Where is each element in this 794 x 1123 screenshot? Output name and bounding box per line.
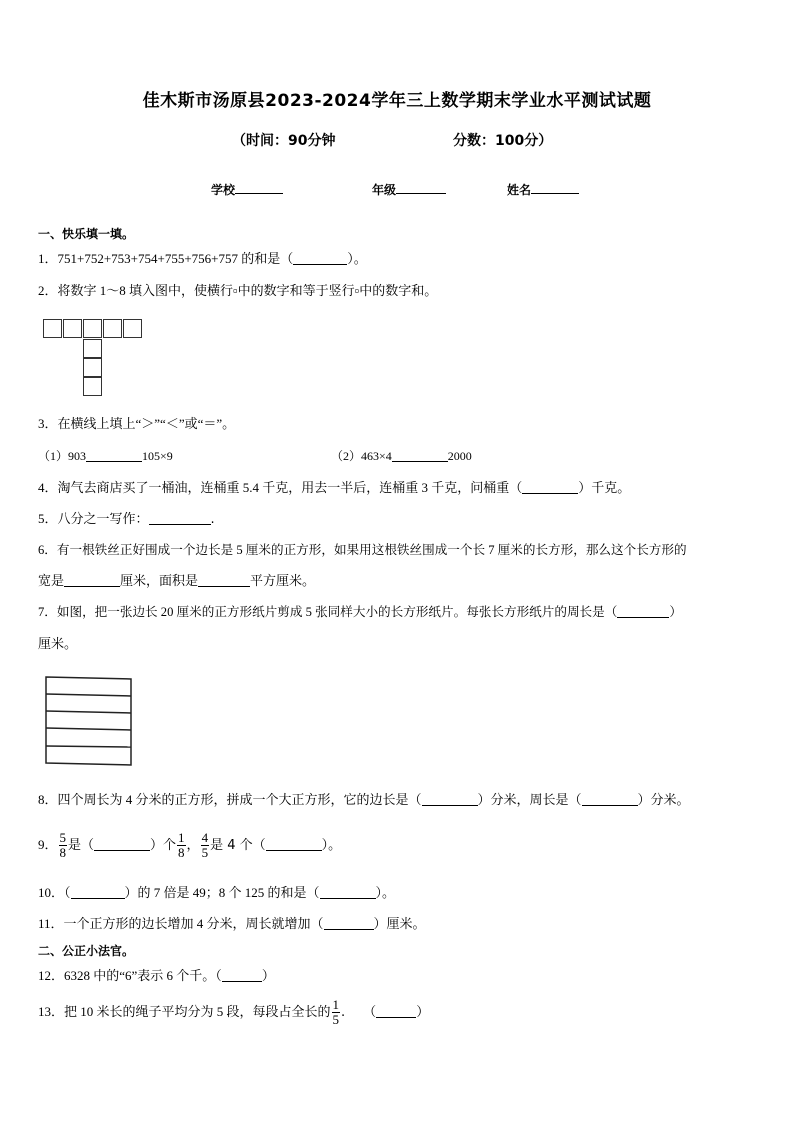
question-text: 是（ xyxy=(68,838,95,853)
grid-cell[interactable] xyxy=(43,319,62,338)
question-6 xyxy=(38,541,687,559)
numerator: 1 xyxy=(332,997,340,1012)
name-field[interactable] xyxy=(507,181,579,198)
question-number: 3． xyxy=(38,416,58,431)
answer-blank[interactable] xyxy=(324,916,374,930)
fraction xyxy=(201,831,210,860)
question-text: 把 10 米长的绳子平均分为 5 段，每段占全长的 xyxy=(64,1004,331,1019)
question-text: ， xyxy=(186,838,200,853)
answer-blank[interactable] xyxy=(582,792,638,806)
question-text: 有一根铁丝正好围成一个边长是 5 厘米的正方形，如果用这根铁丝围成一个长 7 厘米的长方形，那么这个长方形的 xyxy=(56,543,687,557)
answer-blank[interactable] xyxy=(198,573,250,587)
question-number: 1． xyxy=(38,251,58,266)
question-text: （ xyxy=(64,886,71,901)
question-11 xyxy=(38,915,426,934)
question-5 xyxy=(38,510,215,529)
question-text: （ xyxy=(363,1005,377,1020)
answer-blank[interactable] xyxy=(422,792,478,806)
answer-blank[interactable] xyxy=(376,1004,416,1018)
question-text: 平方厘米。 xyxy=(250,573,316,588)
question-text: 四个周长为 4 分米的正方形，拼成一个大正方形，它的边长是（ xyxy=(57,792,422,807)
answer-blank[interactable] xyxy=(293,251,347,265)
numerator: 5 xyxy=(59,830,67,845)
answer-blank[interactable] xyxy=(149,511,211,525)
question-number: 8． xyxy=(38,792,58,807)
denominator: 8 xyxy=(59,845,67,860)
compare-blank[interactable] xyxy=(86,448,142,462)
grid-cell[interactable] xyxy=(83,377,102,396)
compare-left: （1）903 xyxy=(38,449,87,463)
name-blank[interactable] xyxy=(531,181,579,194)
grid-cell[interactable] xyxy=(123,319,142,338)
question-3 xyxy=(38,415,235,434)
question-3a xyxy=(38,447,173,465)
answer-blank[interactable] xyxy=(94,837,150,851)
square-outline xyxy=(46,677,131,765)
question-9 xyxy=(38,828,341,863)
question-text-end: ）。 xyxy=(321,838,342,853)
question-text: 在横线上填上“＞”“＜”或“＝”。 xyxy=(57,416,236,431)
question-text: ）分米，周长是（ xyxy=(477,792,582,807)
question-number: 11． xyxy=(38,916,64,931)
question-number: 5． xyxy=(38,511,58,526)
strip-line xyxy=(46,694,131,696)
paper-strips-figure xyxy=(44,675,134,767)
section-heading-2: 二、公正小法官。 xyxy=(38,944,135,958)
compare-left: （2）463×4 xyxy=(331,449,392,463)
answer-blank[interactable] xyxy=(266,837,322,851)
question-text: 厘米。 xyxy=(38,636,78,651)
page-title: 佳木斯市汤原县2023-2024学年三上数学期末学业水平测试试题 xyxy=(142,91,652,111)
question-text: 将数字 1～8 填入图中，使横行▫中的数字和等于竖行▫中的数字和。 xyxy=(57,283,438,298)
question-7 xyxy=(38,603,682,621)
answer-blank[interactable] xyxy=(64,573,120,587)
question-number: 2． xyxy=(38,283,58,298)
strip-line xyxy=(46,711,131,713)
numerator: 1 xyxy=(178,830,185,845)
question-text-end: . xyxy=(210,512,215,527)
compare-right: 2000 xyxy=(447,449,472,463)
denominator: 5 xyxy=(201,845,209,860)
answer-blank[interactable] xyxy=(522,480,578,494)
compare-blank[interactable] xyxy=(392,448,448,462)
question-10 xyxy=(38,884,395,903)
question-number: 6． xyxy=(38,543,57,557)
answer-blank[interactable] xyxy=(617,604,669,618)
school-blank[interactable] xyxy=(235,181,283,194)
question-text: 一个正方形的边长增加 4 分米，周长就增加（ xyxy=(63,916,324,931)
strip-line xyxy=(46,746,131,747)
question-text: 厘米，面积是 xyxy=(120,573,199,588)
question-text-end: ）分米。 xyxy=(637,793,690,808)
compare-right: 105×9 xyxy=(142,449,173,463)
fraction xyxy=(59,831,68,860)
question-number: 10． xyxy=(38,885,65,900)
question-text-end: ）。 xyxy=(375,886,396,901)
denominator: 8 xyxy=(178,845,185,860)
question-text: 八分之一写作： xyxy=(57,511,149,526)
grade-label: 年级 xyxy=(372,183,397,197)
question-13 xyxy=(38,995,429,1030)
question-6-line2 xyxy=(38,572,315,591)
question-3b xyxy=(331,447,472,465)
denominator: 5 xyxy=(332,1012,340,1027)
question-12 xyxy=(38,967,275,986)
grid-cell[interactable] xyxy=(83,319,102,338)
answer-blank[interactable] xyxy=(71,885,125,899)
question-text-end: ）。 xyxy=(347,252,367,267)
fraction xyxy=(177,831,186,860)
time-limit: （时间：90分钟 xyxy=(232,133,336,149)
name-label: 姓名 xyxy=(507,183,532,197)
total-score: 分数：100分） xyxy=(453,133,553,149)
grid-cell[interactable] xyxy=(103,319,122,338)
question-number: 7． xyxy=(38,605,57,619)
fraction xyxy=(332,998,341,1027)
question-2 xyxy=(38,282,437,301)
grade-field[interactable] xyxy=(372,181,446,198)
question-text: ）个 xyxy=(150,838,177,853)
question-text: 如图，把一张边长 20 厘米的正方形纸片剪成 5 张同样大小的长方形纸片。每张长方形纸片的周长是（ xyxy=(56,605,618,619)
school-label: 学校 xyxy=(211,183,236,197)
answer-blank[interactable] xyxy=(320,885,376,899)
question-number: 9． xyxy=(38,837,58,852)
question-8 xyxy=(38,791,690,810)
question-7-line2 xyxy=(38,635,77,654)
question-text: ）的 7 倍是 49；8 个 125 的和是（ xyxy=(124,885,320,900)
question-text: 宽是 xyxy=(38,573,65,588)
grid-cell[interactable] xyxy=(83,339,102,358)
question-number: 13． xyxy=(38,1004,65,1019)
numerator: 4 xyxy=(201,830,209,845)
question-text: 751+752+753+754+755+756+757 的和是（ xyxy=(57,251,294,266)
question-number: 4． xyxy=(38,480,58,495)
grid-cell[interactable] xyxy=(83,358,102,377)
grade-blank[interactable] xyxy=(396,181,446,194)
grid-cell[interactable] xyxy=(63,319,82,338)
question-text-end: ） xyxy=(416,1005,430,1020)
question-text: 淘气去商店买了一桶油，连桶重 5.4 千克，用去一半后，连桶重 3 千克，问桶重（ xyxy=(57,480,523,495)
question-text: . xyxy=(341,1005,346,1020)
section-heading-1: 一、快乐填一填。 xyxy=(38,227,135,241)
question-4 xyxy=(38,479,630,498)
question-text: 是 4 个（ xyxy=(210,838,266,853)
school-field[interactable] xyxy=(211,181,283,198)
question-text: 6328 中的“6”表示 6 个千。（ xyxy=(64,968,222,983)
answer-blank[interactable] xyxy=(222,968,262,982)
strip-line xyxy=(46,728,131,730)
question-text-end: ）厘米。 xyxy=(373,917,426,932)
question-number: 12． xyxy=(38,968,65,983)
question-text-end: ） xyxy=(669,604,682,619)
question-text-end: ）千克。 xyxy=(578,481,631,496)
question-text-end: ） xyxy=(261,969,275,984)
question-1 xyxy=(38,250,367,269)
